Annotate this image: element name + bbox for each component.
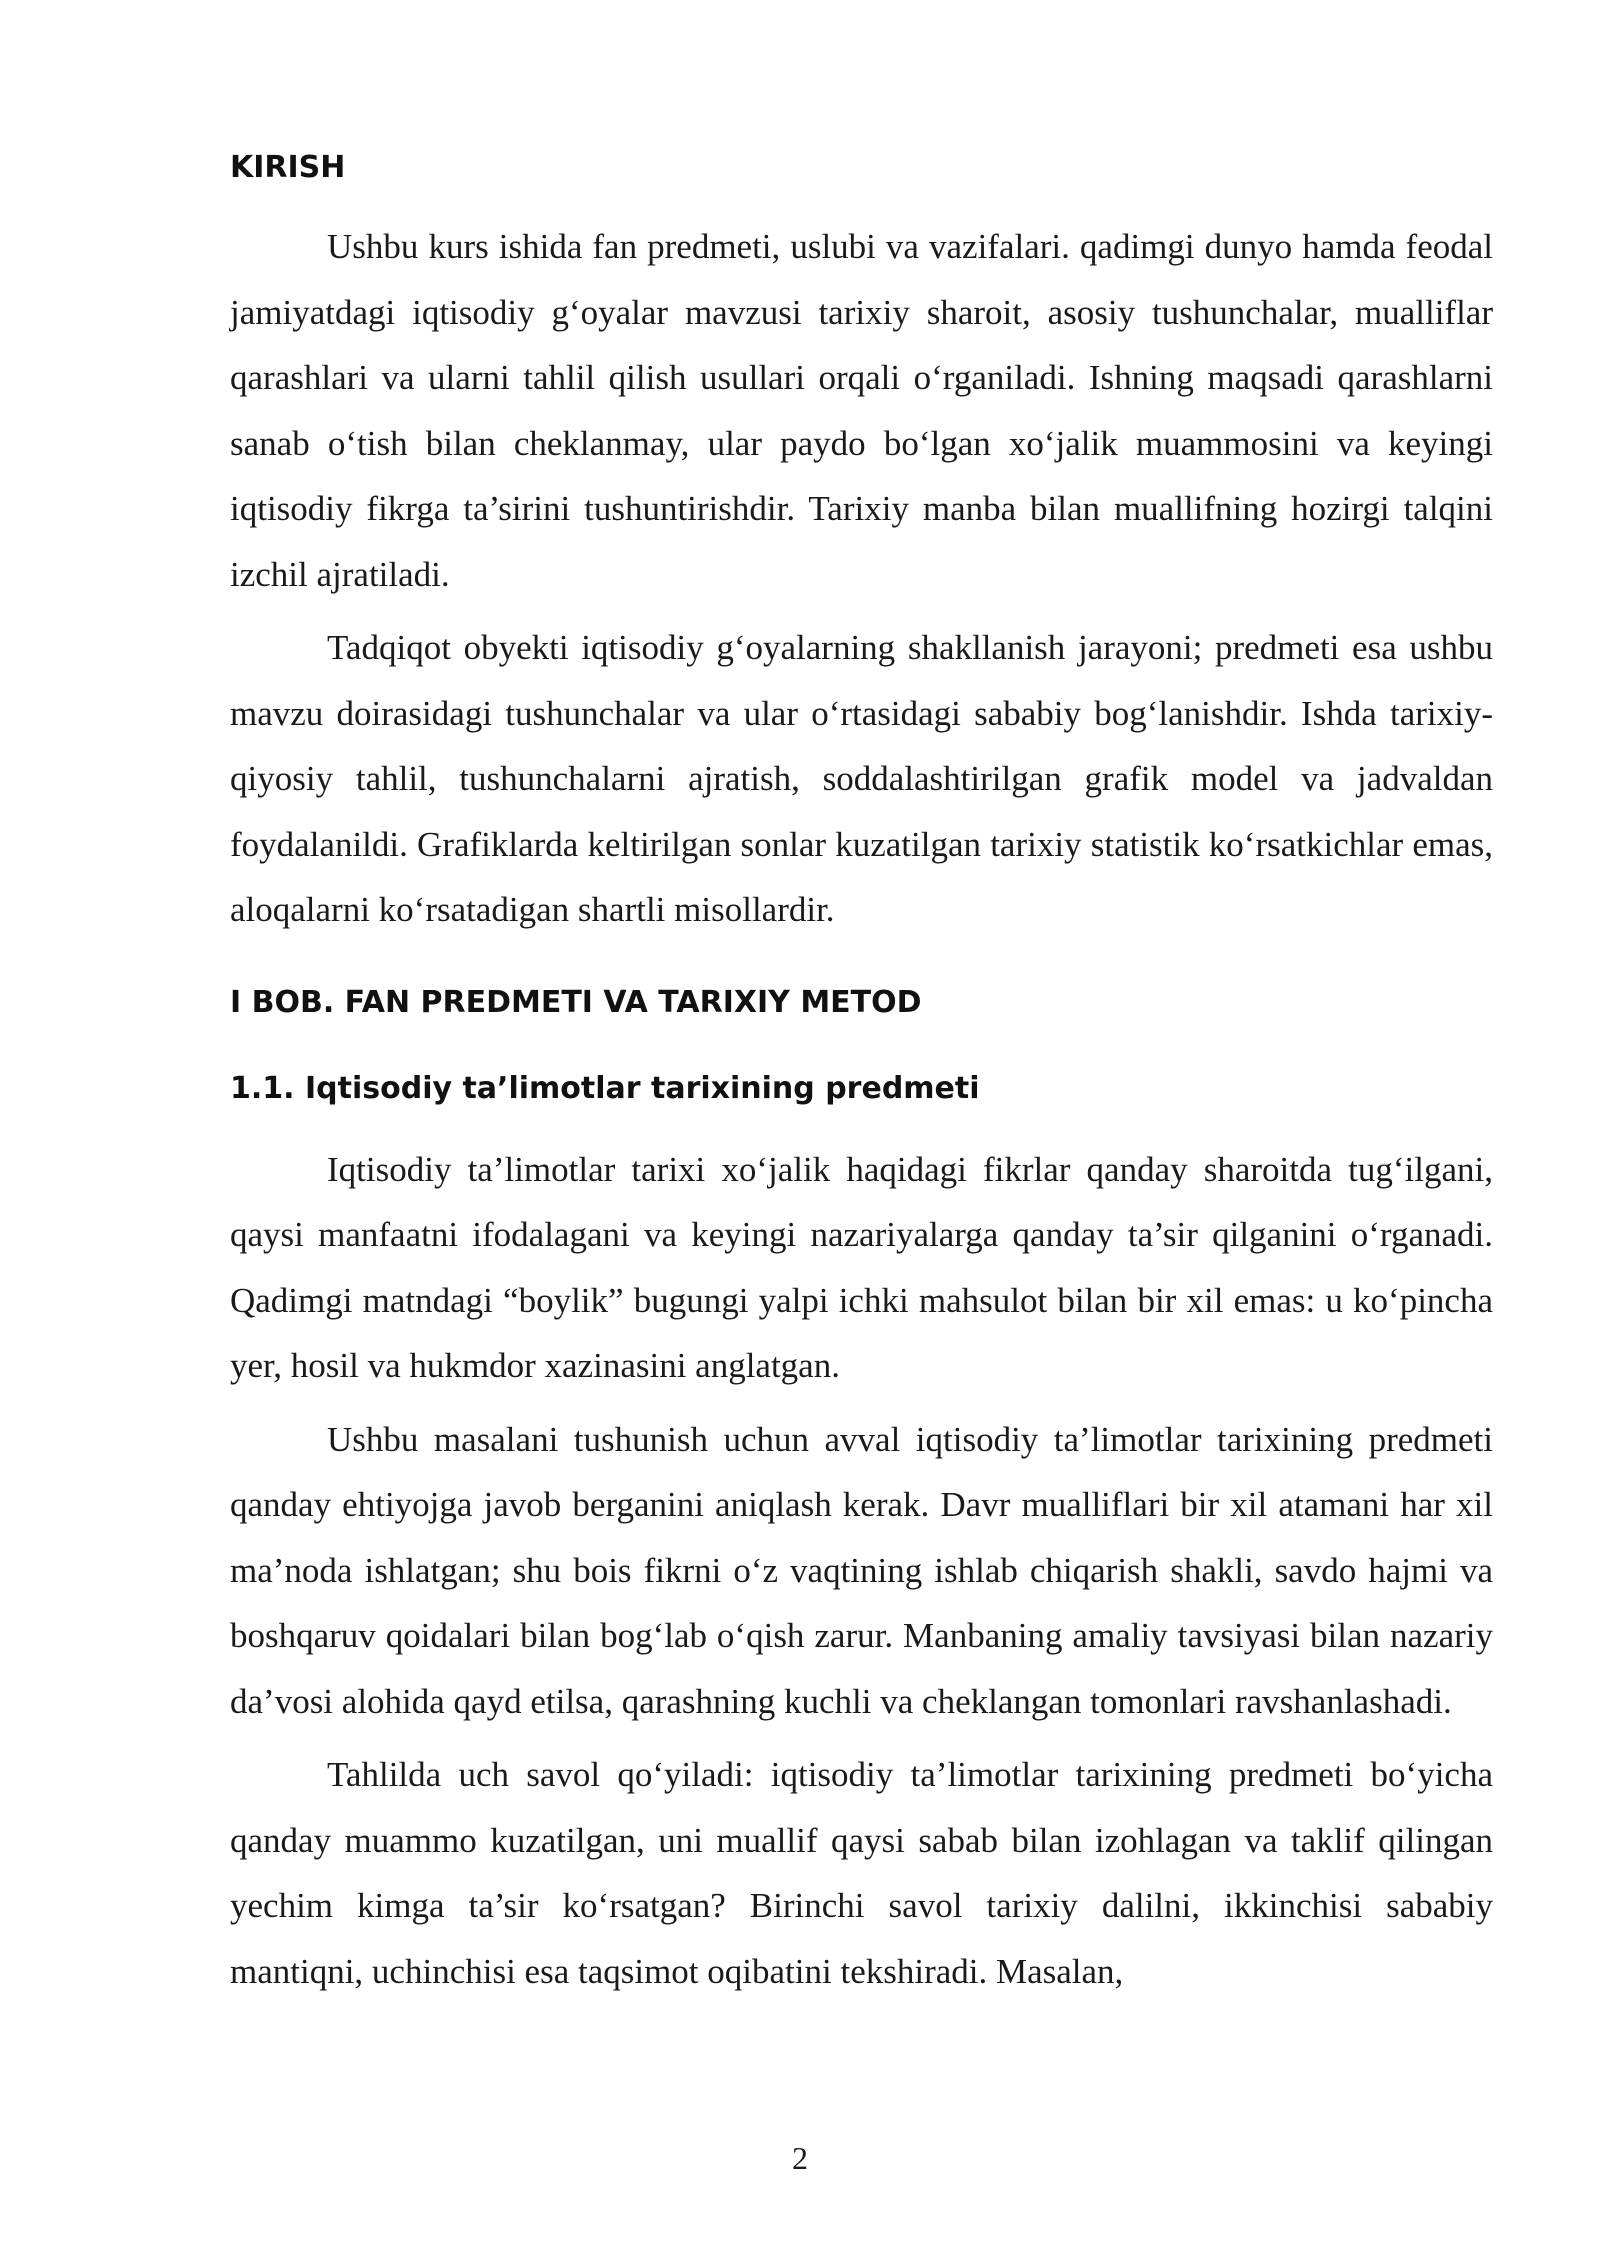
intro-paragraph-2: Tadqiqot obyekti iqtisodiy g‘oyalarning shakllanish jarayoni; predmeti esa ushbu mavzu doirasidagi tushunchalar va ular o‘rtasidagi sababiy bog‘lanishdir. Ishda tarixiy-qiyosiy tahlil, tushunchalarni ajratish, soddalashtirilgan grafik model va jadvaldan foydalanildi. Grafiklarda keltirilgan sonlar kuzatilgan tarixiy statistik ko‘rsatkichlar emas, aloqalarni ko‘rsatadigan shartli misollardir. bbox=[230, 628, 1493, 929]
intro-paragraph-1: Ushbu kurs ishida fan predmeti, uslubi va vazifalari. qadimgi dunyo hamda feodal jamiyatdagi iqtisodiy g‘oyalar mavzusi tarixiy sharoit, asosiy tushunchalar, mualliflar qarashlari va ularni tahlil qilish usullari orqali o‘rganiladi. Ishning maqsadi qarashlarni sanab o‘tish bilan cheklanmay, ular paydo bo‘lgan xo‘jalik muammosini va keyingi iqtisodiy fikrga ta’sirini tushuntirishdir. Tarixiy manba bilan muallifning hozirgi talqini izchil ajratiladi. bbox=[230, 227, 1493, 594]
section-paragraph-2: Ushbu masalani tushunish uchun avval iqtisodiy ta’limotlar tarixining predmeti qanday ehtiyojga javob berganini aniqlash kerak. Davr mualliflari bir xil atamani har xil ma’noda ishlatgan; shu bois fikrni o‘z vaqtining ishlab chiqarish shakli, savdo hajmi va boshqaruv qoidalari bilan bog‘lab o‘qish zarur. Manbaning amaliy tavsiyasi bilan nazariy da’vosi alohida qayd etilsa, qarashning kuchli va cheklangan tomonlari ravshanlashadi. bbox=[230, 1419, 1493, 1721]
page-number: 2 bbox=[792, 2140, 808, 2176]
section-heading: 1.1. Iqtisodiy ta’limotlar tarixining predmeti bbox=[230, 1070, 980, 1106]
intro-heading: KIRISH bbox=[230, 150, 346, 185]
section-paragraph-1: Iqtisodiy ta’limotlar tarixi xo‘jalik haqidagi fikrlar qanday sharoitda tug‘ilgani, qaysi manfaatni ifodalagani va keyingi nazariyalarga qanday ta’sir qilganini o‘rganadi. Qadimgi matndagi “boylik” bugungi yalpi ichki mahsulot bilan bir xil emas: u ko‘pincha yer, hosil va hukmdor xazinasini anglatgan. bbox=[230, 1149, 1493, 1385]
chapter-heading: I BOB. FAN PREDMETI VA TARIXIY METOD bbox=[230, 984, 922, 1020]
page-content bbox=[230, 150, 1493, 2012]
section-paragraph-3: Tahlilda uch savol qo‘yiladi: iqtisodiy ta’limotlar tarixining predmeti bo‘yicha qanday muammo kuzatilgan, uni muallif qaysi sabab bilan izohlagan va taklif qilingan yechim kimga ta’sir ko‘rsatgan? Birinchi savol tarixiy dalilni, ikkinchisi sababiy mantiqni, uchinchisi esa taqsimot oqibatini tekshiradi. Masalan, bbox=[230, 1755, 1493, 1991]
